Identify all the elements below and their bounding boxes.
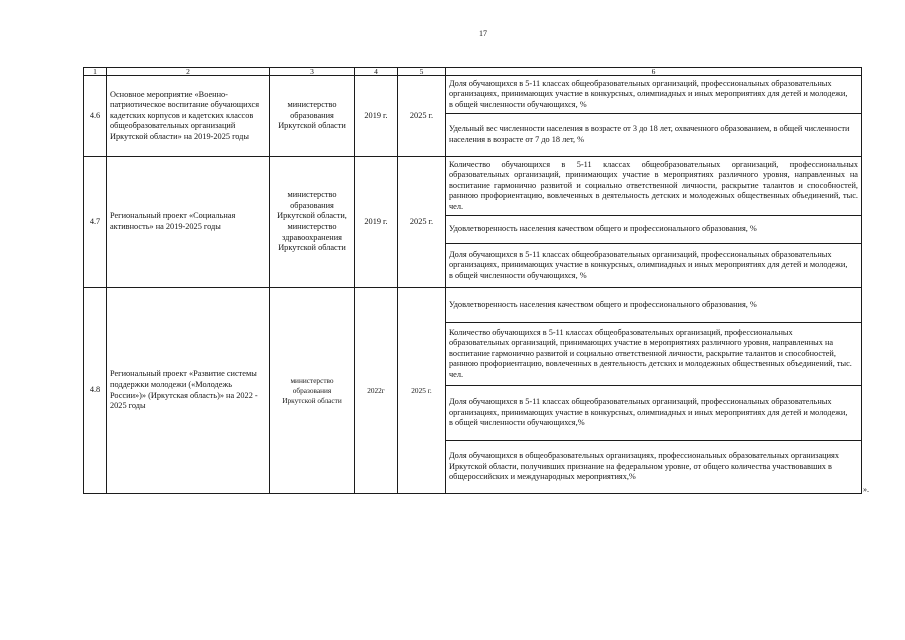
row-number: 4.6 bbox=[89, 110, 101, 120]
row-4-8-indicator-2 bbox=[446, 323, 862, 386]
row-4-7-indicator-2 bbox=[446, 216, 862, 244]
row-number: 4.7 bbox=[89, 216, 101, 226]
text-line: чел. bbox=[449, 369, 464, 379]
end-year: 2025 г. bbox=[409, 216, 434, 226]
text-line: Региональный проект «Социальная bbox=[110, 211, 236, 221]
row-4-6-start-year bbox=[355, 76, 398, 157]
text-line: Региональный проект «Развитие системы bbox=[110, 369, 257, 379]
text-line: Иркутской области bbox=[278, 121, 346, 131]
text-line: министерство bbox=[287, 190, 337, 200]
row-4-7-indicator-3 bbox=[446, 244, 862, 288]
header-label: 5 bbox=[419, 68, 424, 76]
row-4-6-indicator-1 bbox=[446, 76, 862, 114]
row-4-8-indicator-3 bbox=[446, 386, 862, 441]
text-line: России»)» (Иркутская область)» на 2022 - bbox=[110, 390, 258, 400]
start-year: 2019 г. bbox=[364, 216, 388, 226]
text-line: в общей численности обучающихся, % bbox=[449, 99, 587, 109]
row-number: 4.8 bbox=[89, 385, 101, 395]
row-4-6-executor bbox=[270, 76, 355, 157]
row-4-8-number bbox=[84, 288, 107, 494]
header-label: 2 bbox=[186, 68, 190, 76]
text-line: Иркутской области bbox=[278, 243, 346, 253]
row-4-6-end-year bbox=[398, 76, 446, 157]
row-4-7-indicator-1 bbox=[446, 157, 862, 216]
text-line: Иркутской области, bbox=[277, 211, 347, 221]
text-line: активность» на 2019-2025 годы bbox=[110, 222, 221, 231]
text-line: кадетских корпусов и кадетских классов bbox=[110, 110, 254, 120]
text-line: министерство bbox=[290, 375, 334, 385]
row-4-8-executor bbox=[270, 288, 355, 494]
row-4-6-indicator-2 bbox=[446, 114, 862, 157]
text-line: организациях, принимающих участие в конкурсных, олимпиадных и иных мероприятиях для детей и молодежи, bbox=[449, 89, 848, 99]
text-line: Основное мероприятие «Военно- bbox=[110, 89, 228, 99]
header-cell-6 bbox=[446, 68, 862, 76]
text-line: общероссийских и международных мероприятиях,% bbox=[449, 472, 636, 482]
row-4-7-end-year bbox=[398, 157, 446, 288]
page-number: 17 bbox=[479, 29, 487, 38]
text-line: чел. bbox=[449, 201, 464, 211]
text-line: Удовлетворенность населения качеством общего и профессионального образования, % bbox=[449, 224, 757, 234]
row-4-7-executor bbox=[270, 157, 355, 288]
row-4-8-indicator-4 bbox=[446, 441, 862, 494]
text-line: образовательных организаций, принимающих участие в мероприятиях различного уровня, направленных на bbox=[449, 338, 834, 348]
text-line: Удельный вес численности населения в возрасте от 3 до 18 лет, охваченного образованием, в общей численности bbox=[449, 124, 850, 134]
program-table bbox=[83, 67, 862, 494]
header-cell-4 bbox=[355, 68, 398, 76]
text-line: в общей численности обучающихся,% bbox=[449, 418, 585, 428]
text-line: Иркутской области bbox=[282, 395, 342, 405]
text-line: раннюю профориентацию, вовлеченных в деятельность детских и молодежных общественных объединений, тыс. bbox=[449, 191, 858, 201]
header-cell-3 bbox=[270, 68, 355, 76]
text-line: в общей численности обучающихся, % bbox=[449, 270, 587, 280]
end-year: 2025 г. bbox=[411, 385, 432, 395]
row-4-7-start-year bbox=[355, 157, 398, 288]
row-4-6-number bbox=[84, 76, 107, 157]
text-line: Иркутской области, получивших признание на федеральном уровне, от общего количества участвовавших в bbox=[449, 461, 832, 471]
row-4-7-number bbox=[84, 157, 107, 288]
text-line: министерство bbox=[287, 222, 337, 231]
end-year: 2025 г. bbox=[409, 110, 434, 120]
text-line: Удовлетворенность населения качеством общего и профессионального образования, % bbox=[449, 299, 757, 309]
text-line: поддержки молодежи («Молодежь bbox=[110, 379, 232, 389]
text-line: Иркутской области» на 2019-2025 годы bbox=[110, 131, 249, 141]
header-cell-2 bbox=[107, 68, 270, 76]
row-4-8-start-year bbox=[355, 288, 398, 494]
row-4-8-activity-name bbox=[107, 288, 270, 494]
header-label: 4 bbox=[374, 68, 378, 76]
text-line: образования bbox=[290, 200, 334, 210]
text-line: патриотическое воспитание обучающихся bbox=[110, 100, 260, 110]
text-line: общеобразовательных организаций bbox=[110, 121, 236, 131]
text-line: Количество обучающихся в 5-11 классах общеобразовательных организаций, профессиональных bbox=[449, 159, 858, 169]
header-label: 6 bbox=[651, 68, 656, 76]
text-line: здравоохранения bbox=[282, 232, 342, 242]
row-4-8-end-year bbox=[398, 288, 446, 494]
header-cell-5 bbox=[398, 68, 446, 76]
closing-quote-mark: ». bbox=[863, 485, 869, 494]
text-line: Доля обучающихся в 5-11 классах общеобразовательных организаций, профессиональных образовательных bbox=[449, 249, 832, 259]
text-line: организациях, принимающих участие в конкурсных, олимпиадных и иных мероприятиях для детей и молодежи, bbox=[449, 407, 848, 417]
text-line: образования bbox=[292, 385, 332, 395]
text-line: 2025 годы bbox=[110, 401, 146, 411]
row-4-7-activity-name bbox=[107, 157, 270, 288]
text-line: Количество обучающихся в 5-11 классах общеобразовательных организаций, профессиональных bbox=[449, 327, 793, 337]
text-line: воспитание гармонично развитой и социально ответственной личности, раскрытие талантов и способностей, bbox=[449, 180, 858, 190]
text-line: образования bbox=[290, 110, 334, 120]
text-line: раннюю профориентацию, вовлеченных в деятельность детских и молодежных общественных объединений, тыс. bbox=[449, 359, 852, 369]
row-4-6-activity-name bbox=[107, 76, 270, 157]
text-line: Доля обучающихся в общеобразовательных организациях, профессиональных образовательных организациях bbox=[449, 451, 839, 461]
text-line: воспитание гармонично развитой и социально ответственной личности, раскрытие талантов и способностей, bbox=[449, 348, 836, 358]
header-label: 1 bbox=[93, 68, 97, 76]
text-line: населения в возрасте от 7 до 18 лет, % bbox=[449, 135, 585, 144]
header-cell-1 bbox=[84, 68, 107, 76]
text-line: организациях, принимающих участие в конкурсных, олимпиадных и иных мероприятиях для детей и молодежи, bbox=[449, 260, 848, 270]
header-label: 3 bbox=[310, 68, 314, 76]
text-line: Доля обучающихся в 5-11 классах общеобразовательных организаций, профессиональных образовательных bbox=[449, 397, 832, 407]
start-year: 2019 г. bbox=[364, 110, 388, 120]
text-line: образовательных организаций, принимающих участие в мероприятиях различного уровня, направленных на bbox=[449, 170, 858, 180]
start-year: 2022г bbox=[367, 385, 385, 395]
row-4-8-indicator-1 bbox=[446, 288, 862, 323]
text-line: министерство bbox=[287, 100, 337, 110]
text-line: Доля обучающихся в 5-11 классах общеобразовательных организаций, профессиональных образовательных bbox=[449, 78, 832, 88]
